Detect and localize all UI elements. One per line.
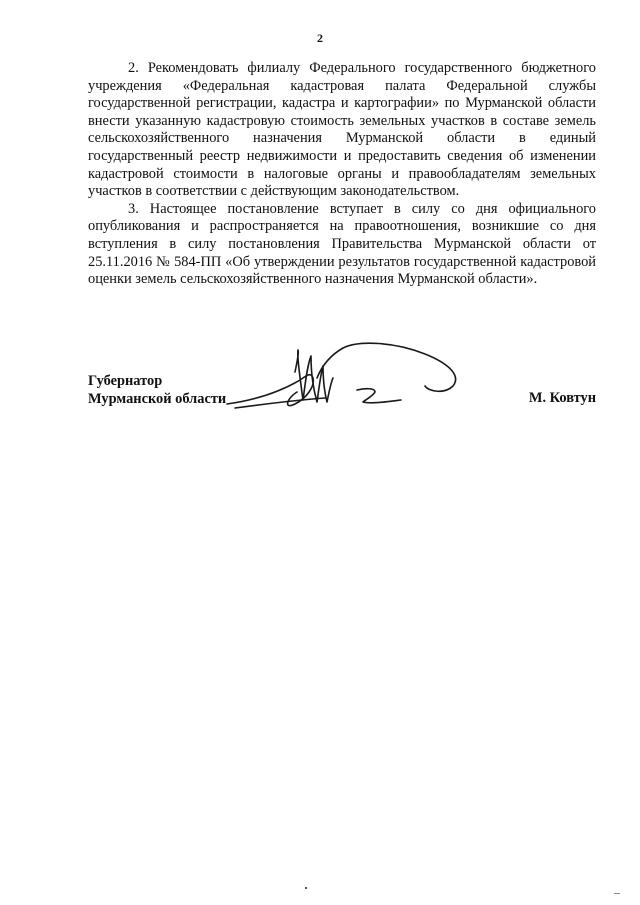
scan-corner-mark — [614, 893, 620, 894]
signer-title — [88, 372, 226, 408]
paragraph-3: 3. Настоящее постановление вступает в силу со дня официального опубликования и распространяется на правоотношения, возникшие со дня вступления в силу постановления Правительства Мурманской области от 25.11.2016 № 584-ПП «Об утверждении результатов государственной кадастровой оценки земель сельскохозяйственного назначения Мурманской области». — [88, 200, 596, 288]
paragraph-2: 2. Рекомендовать филиалу Федерального государственного бюджетного учреждения «Федеральная кадастровая палата Федеральной службы государственной регистрации, кадастра и картографии» по Мурманской области внести указанную кадастровую стоимость земельных участков в составе земель сельскохозяйственного назначения Мурманской области в единый государственный реестр недвижимости и предоставить сведения об изменении кадастровой стоимости в налоговые органы и правообладателям земельных участков в соответствии с действующим законодательством. — [88, 60, 596, 200]
page-number: 2 — [317, 31, 323, 45]
signer-title-line2: Мурманской области — [88, 391, 227, 407]
document-body — [88, 60, 596, 289]
signer-name: М. Ковтун — [528, 390, 596, 406]
handwritten-signature — [225, 342, 465, 420]
scan-dot-mark — [305, 887, 307, 889]
signer-title-line1: Губернатор — [88, 373, 163, 389]
